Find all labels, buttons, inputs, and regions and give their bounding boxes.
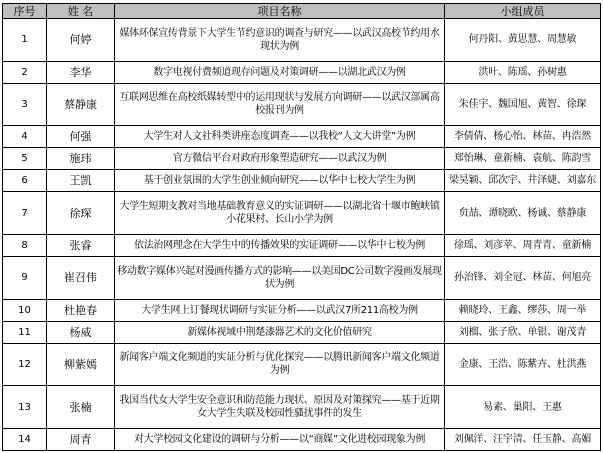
header-team-members: 小组成员 [445, 4, 601, 19]
table-row [3, 428, 601, 450]
leader-name: 杨威 [47, 321, 115, 343]
project-title: 新媒体视域中荆楚漆器艺术的文化价值研究 [115, 321, 445, 343]
row-number: 6 [3, 170, 47, 192]
leader-name: 徐琛 [47, 192, 115, 235]
row-number: 13 [3, 386, 47, 429]
team-members: 梁昊颖、邱次宇、井泽婕、刘嘉东 [445, 170, 601, 192]
team-members: 徐瑶、刘彦苹、周青青、童新楠 [445, 234, 601, 256]
row-number: 14 [3, 428, 47, 450]
header-row [3, 4, 601, 19]
team-members: 朱佳宇、魏国旭、黄智、徐琛 [445, 83, 601, 126]
project-title: 大学生对人文社科类讲座态度调查——以我校“人文大讲堂”为例 [115, 126, 445, 148]
row-number: 7 [3, 192, 47, 235]
team-members: 李倩倩、杨心怡、林苗、冉浩然 [445, 126, 601, 148]
leader-name: 施玮 [47, 148, 115, 170]
leader-name: 李华 [47, 61, 115, 83]
team-members: 金康、王浩、陈紫卉、杜洪燕 [445, 343, 601, 386]
leader-name: 周青 [47, 428, 115, 450]
team-members: 赖晓玲、王鑫、缪莎、周一举 [445, 299, 601, 321]
team-members: 贠喆、谭晓欧、杨诚、蔡静康 [445, 192, 601, 235]
project-title: 互联网思维在高校纸媒转型中的运用现状与发展方向调研——以武汉部属高校报刊为例 [115, 83, 445, 126]
row-number: 9 [3, 257, 47, 300]
project-title: 官方微信平台对政府形象塑造研究——以武汉为例 [115, 148, 445, 170]
table-row [3, 299, 601, 321]
row-number: 12 [3, 343, 47, 386]
team-members: 刘榴、张子欣、单银、谢茂青 [445, 321, 601, 343]
team-members: 刘佩洋、汪宇清、任玉静、高媚 [445, 428, 601, 450]
table-row [3, 61, 601, 83]
team-members: 孙治锋、刘全冠、林苗、何旭亮 [445, 257, 601, 300]
leader-name: 崔召伟 [47, 257, 115, 300]
table-row [3, 148, 601, 170]
row-number: 1 [3, 19, 47, 62]
team-members: 郑怡琳、童新楠、袁航、陈韵雪 [445, 148, 601, 170]
table-row [3, 126, 601, 148]
project-title: 基于创业氛围的大学生创业倾向研究——以华中七校大学生为例 [115, 170, 445, 192]
project-title: 大学生网上订餐现状调研与实证分析——以武汉7所211高校为例 [115, 299, 445, 321]
project-title: 数字电视付费频道现存问题及对策调研——以湖北武汉为例 [115, 61, 445, 83]
header-name: 姓 名 [47, 4, 115, 19]
row-number: 8 [3, 234, 47, 256]
project-title: 新闻客户端文化频道的实证分析与优化探究——以腾讯新闻客户端文化频道为例 [115, 343, 445, 386]
leader-name: 何婷 [47, 19, 115, 62]
table-row [3, 170, 601, 192]
leader-name: 柳紫嫣 [47, 343, 115, 386]
table-row [3, 257, 601, 300]
table-header [3, 4, 601, 19]
table-body [3, 19, 601, 451]
team-members: 何丹阳、黄思慧、周慧敏 [445, 19, 601, 62]
leader-name: 蔡静康 [47, 83, 115, 126]
project-title: 依法治网理念在大学生中的传播效果的实证调研——以华中七校为例 [115, 234, 445, 256]
header-number: 序号 [3, 4, 47, 19]
table-row [3, 343, 601, 386]
leader-name: 何强 [47, 126, 115, 148]
row-number: 3 [3, 83, 47, 126]
leader-name: 王凯 [47, 170, 115, 192]
project-table [2, 3, 601, 451]
project-title: 媒体环保宣传背景下大学生节约意识的调查与研究——以武汉高校节约用水现状为例 [115, 19, 445, 62]
row-number: 4 [3, 126, 47, 148]
project-title: 大学生短期支教对当地基础教育意义的实证调研——以湖北省十堰市鲍峡镇小花果村、长山小学为例 [115, 192, 445, 235]
header-project-title: 项目名称 [115, 4, 445, 19]
project-title: 我国当代女大学生安全意识和防范能力现状、原因及对策探究——基于近期女大学生失联及校园性骚扰事件的发生 [115, 386, 445, 429]
row-number: 11 [3, 321, 47, 343]
row-number: 5 [3, 148, 47, 170]
table-row [3, 83, 601, 126]
table-row [3, 321, 601, 343]
table-row [3, 234, 601, 256]
table-row [3, 192, 601, 235]
leader-name: 张睿 [47, 234, 115, 256]
team-members: 洪叶、陈瑶、孙树惠 [445, 61, 601, 83]
leader-name: 杜艳春 [47, 299, 115, 321]
row-number: 2 [3, 61, 47, 83]
table-row [3, 386, 601, 429]
row-number: 10 [3, 299, 47, 321]
team-members: 易素、巢阳、王惠 [445, 386, 601, 429]
leader-name: 张楠 [47, 386, 115, 429]
table-row [3, 19, 601, 62]
project-title: 移动数字媒体兴起对漫画传播方式的影响——以美国DC公司数字漫画发展现状为例 [115, 257, 445, 300]
project-title: 对大学校园文化建设的调研与分析——以“商媒”文化进校园现象为例 [115, 428, 445, 450]
